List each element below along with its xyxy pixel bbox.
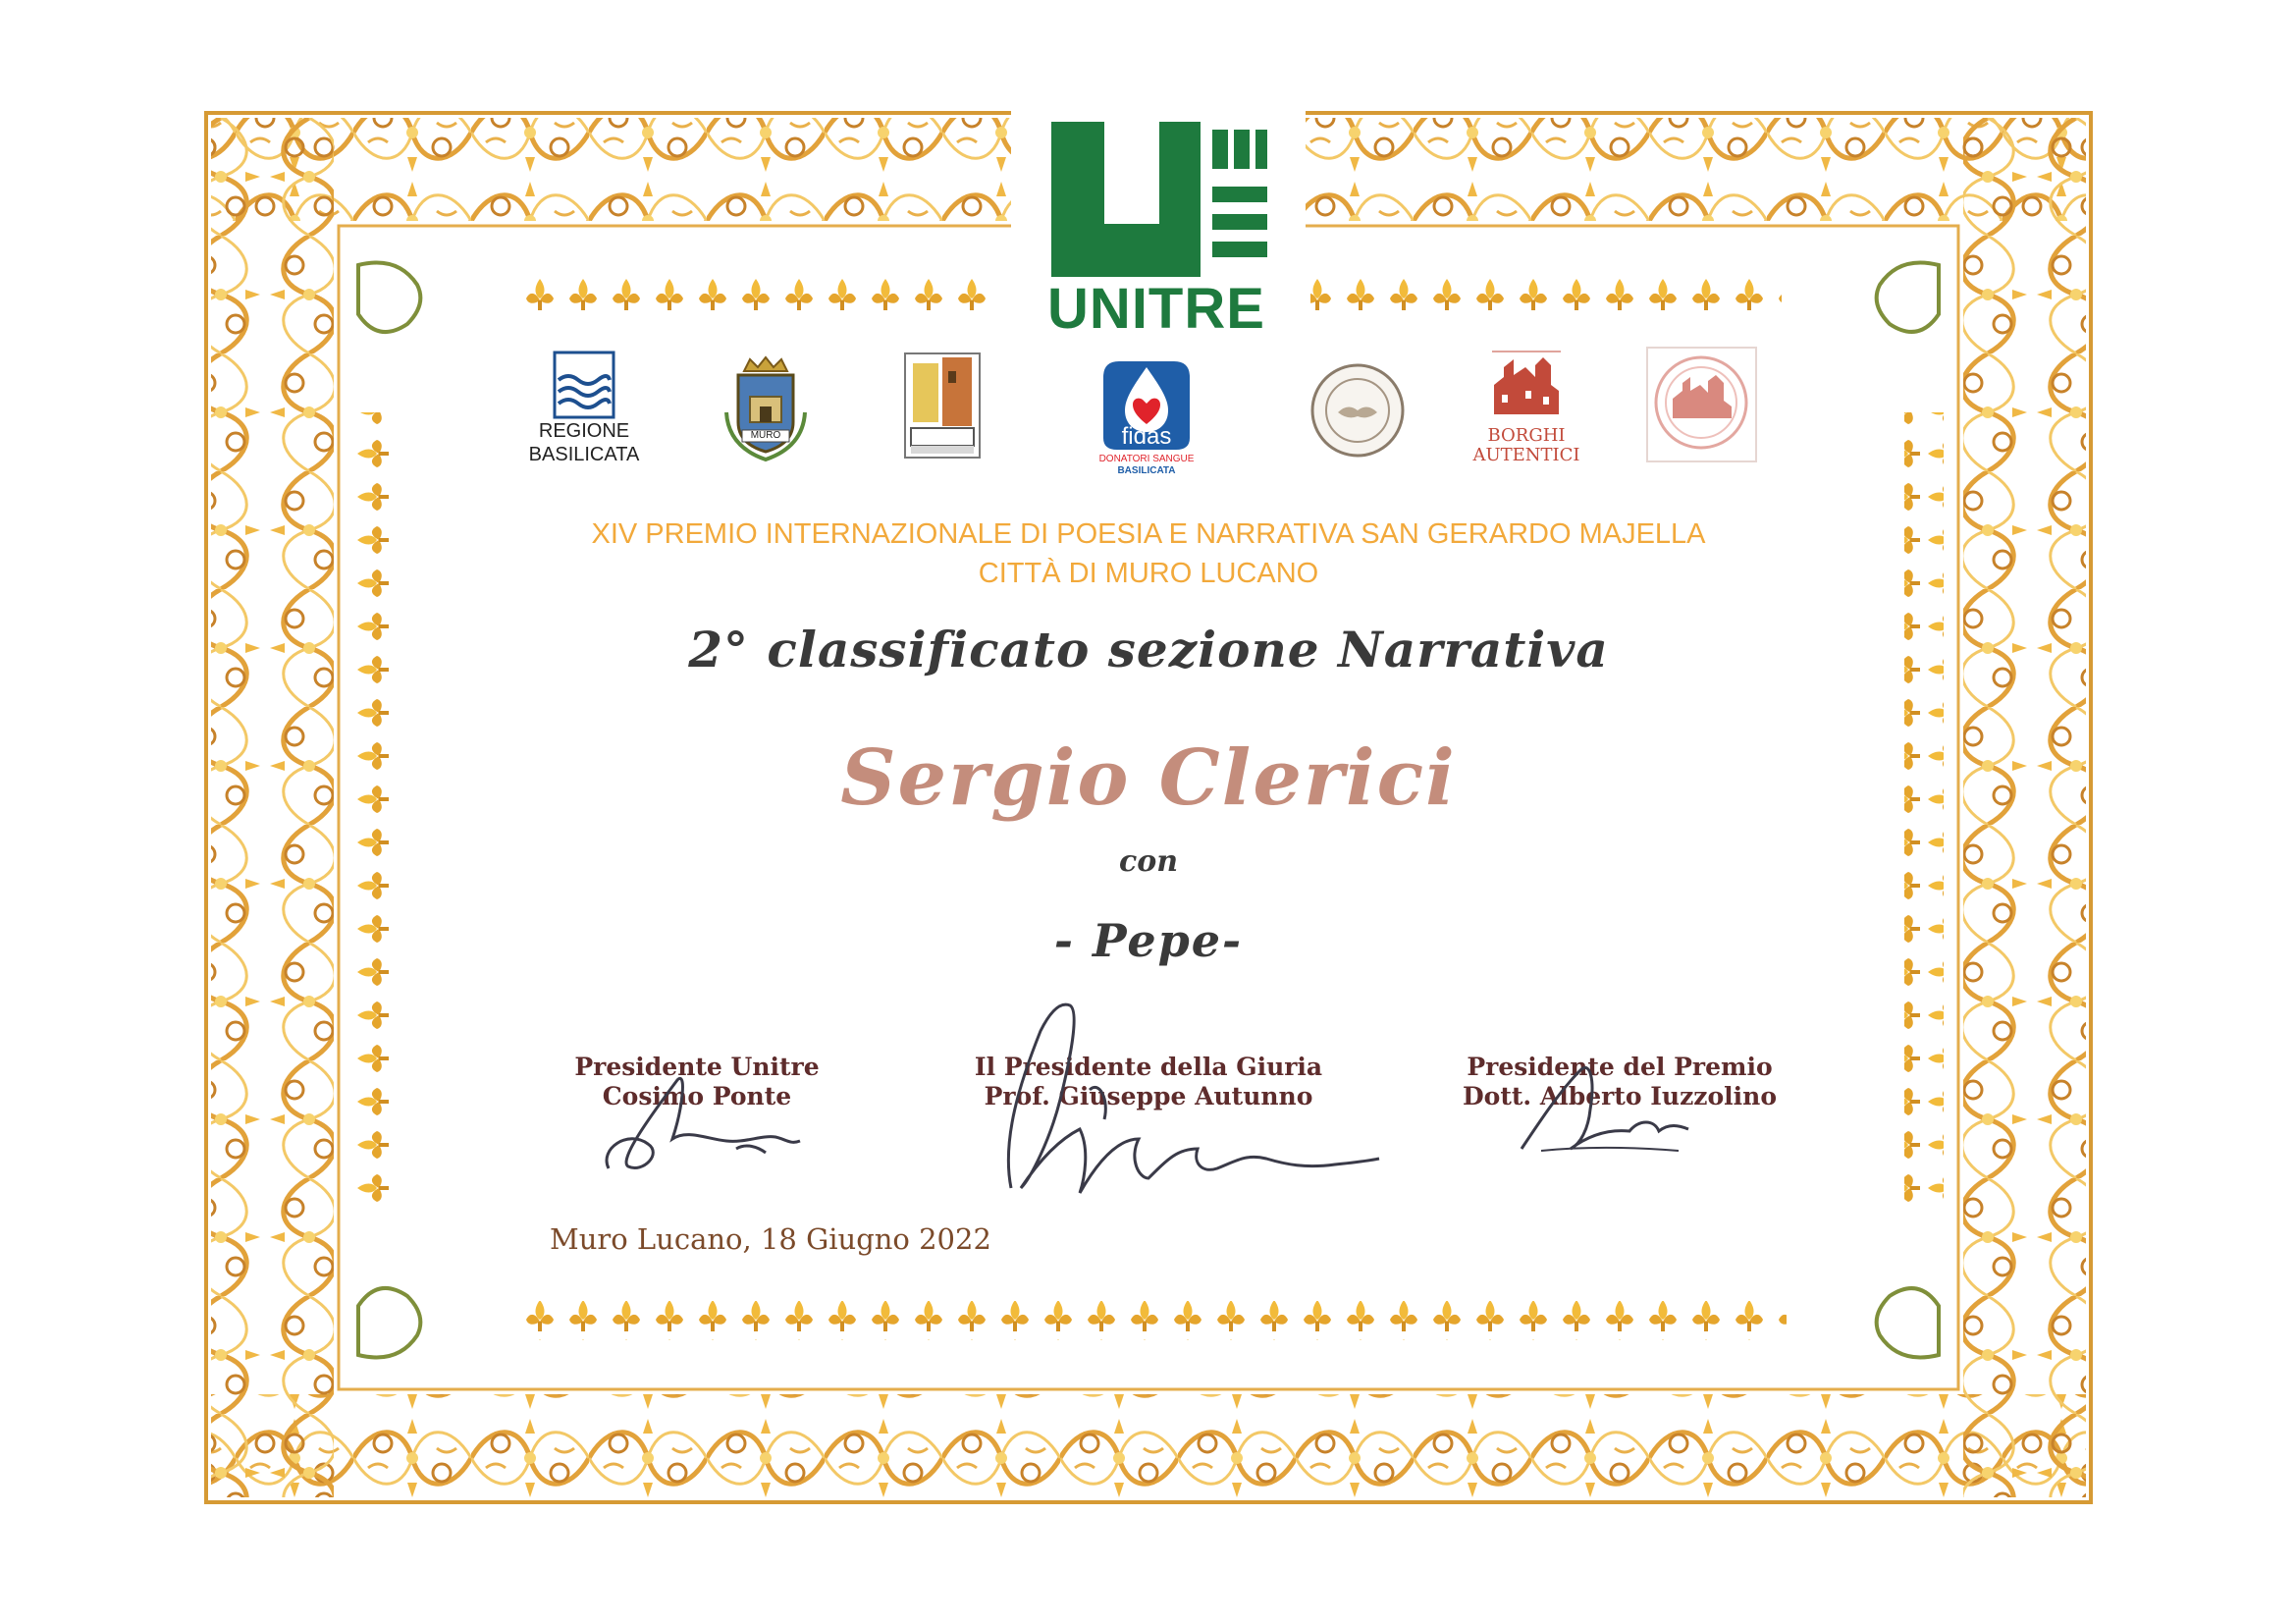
unitre-logo-text: UNITRE [1047, 277, 1265, 341]
handshake-seal-icon [1308, 361, 1407, 460]
regione-basilicata-logo [515, 351, 653, 468]
borghi-circular-logo [1645, 346, 1758, 463]
handwritten-signature-2 [982, 992, 1384, 1208]
signature-role: Presidente del Premio [1467, 1053, 1773, 1081]
societa-operaia-seal [1308, 361, 1407, 460]
winner-name: Sergio Clerici [840, 733, 1457, 823]
prize-title: XIV PREMIO INTERNAZIONALE DI POESIA E NARRATIVA SAN GERARDO MAJELLA [591, 518, 1706, 550]
regione-caption-1: REGIONE [538, 420, 630, 442]
placement-heading: 2° classificato sezione Narrativa [688, 621, 1609, 678]
place-date: Muro Lucano, 18 Giugno 2022 [550, 1222, 991, 1256]
borghi-caption-1: BORGHI [1487, 425, 1566, 446]
fidas-sub-2: BASILICATA [1117, 465, 1176, 476]
castle-tower-icon [903, 352, 982, 460]
signature-person: Cosimo Ponte [602, 1082, 792, 1110]
fidas-caption: fidas [1121, 423, 1172, 450]
regione-caption-2: BASILICATA [528, 444, 640, 465]
borgo-round-seal-icon [1645, 346, 1758, 463]
signature-role: Il Presidente della Giuria [974, 1053, 1323, 1081]
borgo-village-icon [1482, 346, 1571, 422]
handwritten-signature-3 [1512, 1041, 1708, 1159]
muro-crest-icon [717, 353, 815, 466]
signature-person: Dott. Alberto Iuzzolino [1462, 1082, 1778, 1110]
tower-logo [903, 352, 982, 460]
prize-subtitle: CITTÀ DI MURO LUCANO [978, 558, 1319, 589]
signature-person: Prof. Giuseppe Autunno [984, 1082, 1313, 1110]
signature-role: Presidente Unitre [574, 1053, 820, 1081]
work-title: - Pepe- [1053, 914, 1244, 967]
fidas-logo [1097, 353, 1196, 476]
borghi-caption-2: AUTENTICI [1472, 445, 1580, 465]
unitre-logo [1043, 116, 1269, 341]
regione-shield-icon [515, 351, 653, 419]
fidas-sub-1: DONATORI SANGUE [1098, 454, 1195, 464]
handwritten-signature-1 [589, 1051, 825, 1178]
borghi-autentici-logo [1472, 346, 1580, 473]
with-label: con [1118, 844, 1179, 879]
muro-coat-of-arms [717, 353, 815, 466]
unitre-emblem-icon [1043, 116, 1269, 283]
muro-caption: MURO [750, 430, 781, 441]
